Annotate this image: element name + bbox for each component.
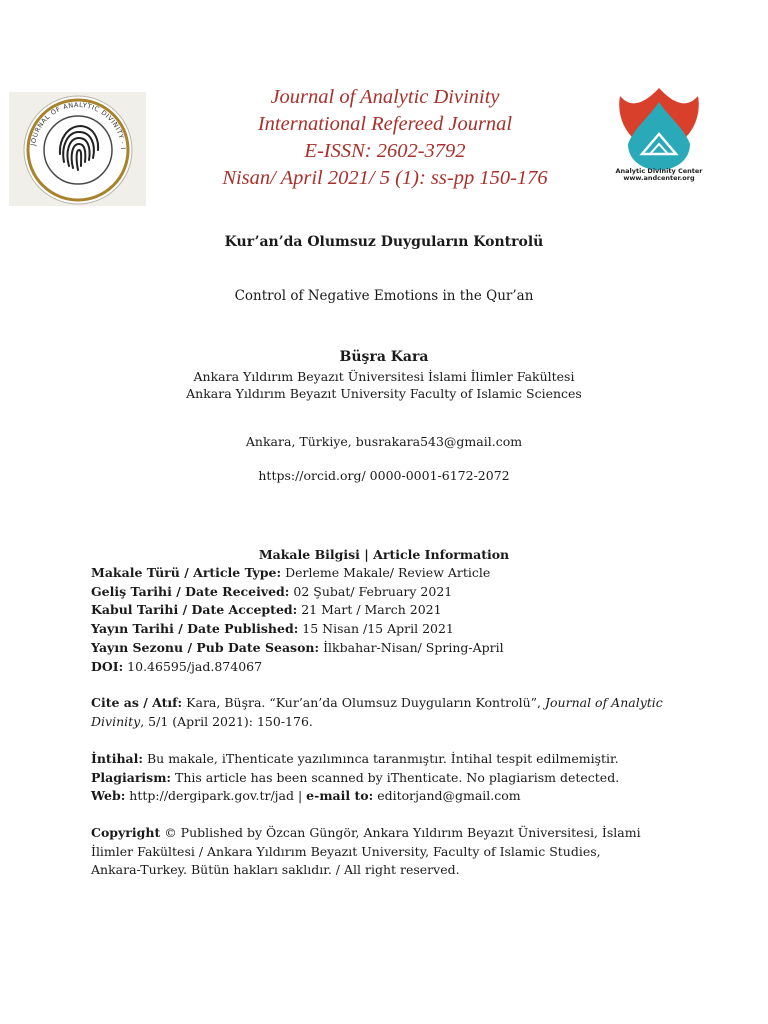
info-row-date-published: [91, 620, 691, 639]
info-value: 10.46595/jad.874067: [123, 658, 263, 674]
info-value: 02 Şubat/ February 2021: [289, 583, 453, 599]
email-label: e-mail to:: [306, 788, 374, 803]
plagiarism-label: Plagiarism:: [91, 769, 172, 785]
copyright-block: [91, 824, 671, 880]
web-link[interactable]: http://dergipark.gov.tr/jad |: [125, 788, 307, 803]
journal-seal-logo: [9, 92, 146, 206]
info-label: DOI:: [91, 658, 124, 674]
info-row-article-type: [91, 564, 691, 583]
article-title-en: Control of Negative Emotions in the Qur’an: [234, 288, 534, 304]
cite-text: Kara, Büşra. “Kur’an’da Olumsuz Duyguların Kontrolü”,: [182, 695, 546, 710]
orcid-link[interactable]: https://orcid.org/ 0000-0001-6172-2072: [258, 468, 510, 483]
info-value: 15 Nisan /15 April 2021: [298, 621, 454, 637]
info-label: Kabul Tarihi / Date Accepted:: [91, 602, 298, 618]
article-info-list: [91, 564, 691, 676]
cite-journal-cont: Divinity: [91, 713, 141, 729]
journal-header: [160, 84, 610, 192]
center-url: www.andcenter.org: [623, 174, 695, 182]
intihal-text: Bu makale, iThenticate yazılımınca taranmıştır. İntihal tespit edilmemiştir.: [143, 751, 619, 766]
info-label: Geliş Tarihi / Date Received:: [91, 583, 290, 599]
info-row-date-accepted: [91, 601, 691, 620]
seal-text: JOURNAL OF ANALYTIC DIVINITY · I: [29, 100, 128, 151]
info-value: 21 Mart / March 2021: [297, 602, 442, 618]
info-row-doi: [91, 658, 691, 677]
info-value: Derleme Makale/ Review Article: [281, 565, 491, 580]
intihal-label: İntihal:: [91, 751, 144, 766]
article-info-heading: Makale Bilgisi | Article Information: [258, 547, 510, 562]
info-row-pub-season: [91, 639, 691, 658]
web-label: Web:: [91, 788, 126, 803]
info-label: Yayın Tarihi / Date Published:: [91, 621, 299, 637]
center-name: Analytic Divinity Center: [615, 167, 703, 175]
copyright-line-2: İlimler Fakültesi / Ankara Yıldırım Beyazıt University, Faculty of Islamic Studies,: [91, 843, 601, 859]
copyright-line-1: © Published by Özcan Güngör, Ankara Yıldırım Beyazıt Üniversitesi, İslami: [160, 825, 641, 840]
info-value: İlkbahar-Nisan/ Spring-April: [319, 639, 504, 655]
author-contact: Ankara, Türkiye, busrakara543@gmail.com: [245, 434, 523, 449]
info-label: Yayın Sezonu / Pub Date Season:: [91, 639, 320, 655]
cite-journal: Journal of Analytic: [545, 695, 663, 710]
plagiarism-text: This article has been scanned by iThenticate. No plagiarism detected.: [171, 769, 620, 785]
journal-issue: Nisan/ April 2021/ 5 (1): ss-pp 150-176: [222, 167, 548, 189]
affiliation-tr: Ankara Yıldırım Beyazıt Üniversitesi İslami İlimler Fakültesi: [193, 369, 575, 384]
fingerprint-seal-icon: [9, 92, 146, 206]
email-link[interactable]: editorjand@gmail.com: [373, 788, 521, 803]
info-label: Makale Türü / Article Type:: [91, 565, 282, 580]
copyright-label: Copyright: [91, 825, 161, 840]
article-title-tr: Kur’an’da Olumsuz Duyguların Kontrolü: [224, 234, 544, 250]
plagiarism-block: [91, 750, 671, 806]
cite-pages: , 5/1 (April 2021): 150-176.: [140, 713, 313, 729]
cite-label: Cite as / Atıf:: [91, 695, 183, 710]
affiliation-en: Ankara Yıldırım Beyazıt University Faculty of Islamic Sciences: [186, 386, 582, 401]
journal-subtitle: International Refereed Journal: [257, 113, 513, 135]
author-name: Büşra Kara: [339, 349, 429, 365]
journal-issn: E-ISSN: 2602-3792: [304, 140, 466, 162]
info-row-date-received: [91, 583, 691, 602]
copyright-line-3: Ankara-Turkey. Bütün hakları saklıdır. / All right reserved.: [91, 862, 460, 877]
citation-block: [91, 694, 671, 731]
journal-name: Journal of Analytic Divinity: [270, 86, 500, 108]
center-logo-caption: [600, 168, 718, 182]
